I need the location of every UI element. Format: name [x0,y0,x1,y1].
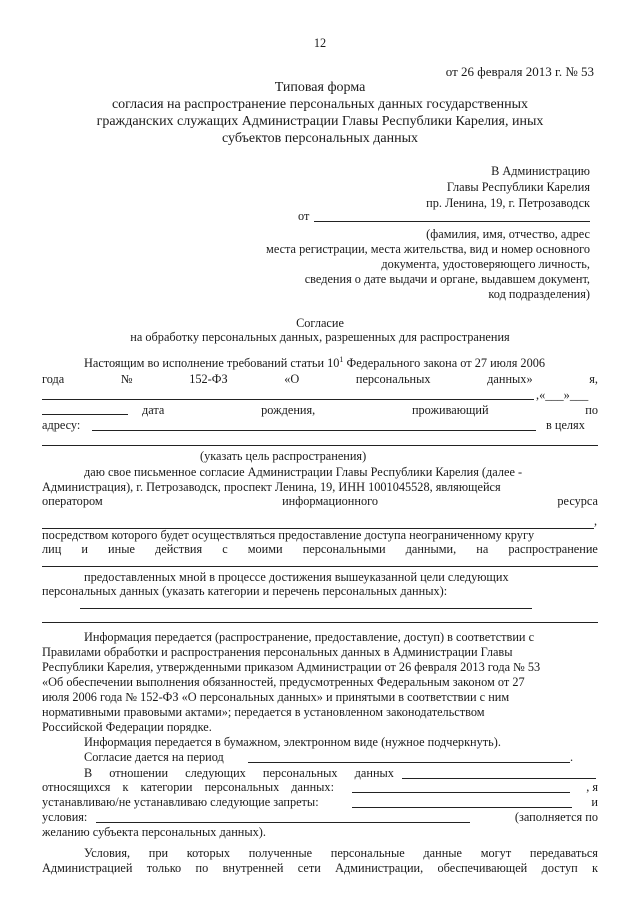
p6-line-3-tail: и [591,795,598,809]
address-label: адресу: [42,418,81,432]
birth-year-field[interactable] [42,414,128,415]
p5-period-label: Согласие дается на период [84,750,224,764]
category-field[interactable] [352,792,570,793]
from-hint-4: сведения о дате выдачи и органе, выдавшем документ, [304,272,590,286]
period-field[interactable] [248,762,570,763]
consent-subtitle: на обработку персональных данных, разрешенных для распространения [130,330,510,344]
p6-line-2: относящихся к категории персональных данных: [42,780,334,794]
p3-line-3: Республики Карелия, утвержденными приказом Администрации от 26 февраля 2013 года № 53 [42,660,541,674]
p2-line-3: оператором информационного ресурса [42,494,598,508]
address-field[interactable] [92,430,536,431]
birth-day-field[interactable]: ,«___»___ [536,388,589,402]
p1-line-1: Настоящим во исполнение требований статьи $10^1$ Федерального закона от 27 июля 2006 [84,354,546,370]
form-title-line-3: гражданских служащих Администрации Главы Республики Карелия, иных [96,114,544,129]
p6-line-2-tail: , я [586,780,598,794]
p2-line-2: Администрация), г. Петрозаводск, проспект Ленина, 19, ИНН 1001045528, являющейся [42,480,501,494]
distribution-field[interactable] [42,566,598,567]
data-list-field-1[interactable] [80,608,532,609]
from-hint-5: код подразделения) [488,287,590,301]
p7-line-1: Условия, при которых полученные персональные данные могут передаваться [84,846,598,860]
p2-line-5: посредством которого будет осуществляться предоставление доступа неограниченному кругу [42,528,535,542]
purpose-hint: (указать цель распространения) [200,449,367,463]
in-purpose-label: в целях [546,418,585,432]
p6-line-4-tail: (заполняется по [514,810,598,824]
p2-line-6: лиц и иные действия с моими персональными данными, на распространение [42,542,598,556]
p3-line-1: Информация передается (распространение, предоставление, доступ) в соответствии с [84,630,535,644]
p2-line-1: даю свое письменное согласие Администрации Главы Республики Карелия (далее - [84,465,523,479]
from-field[interactable] [314,221,590,222]
data-list-field-2[interactable] [42,622,598,623]
p3-line-7: Российской Федерации порядке. [42,720,212,734]
full-name-field[interactable] [42,399,534,400]
approval-reference: от 26 февраля 2013 г. № 53 [445,64,594,79]
from-hint-3: документа, удостоверяющего личность, [381,257,590,271]
p6-line-1: В отношении следующих персональных данных [84,766,394,780]
addressee-line-1: В Администрацию [491,164,590,178]
p7-line-2: Администрацией только по внутренней сети Администрации, обеспечивающей доступ к [42,861,598,875]
addressee-line-2: Главы Республики Карелия [446,180,590,194]
page-number: 12 [313,36,327,50]
from-label: от [298,209,310,223]
p6-line-5: желанию субъекта персональных данных). [42,825,266,839]
prohibitions-field[interactable] [352,807,572,808]
p3-line-4: «Об обеспечении выполнения обязанностей, предусмотренных Федеральным законом от 27 [42,675,525,689]
p2-line-9: персональных данных (указать категории и перечень персональных данных): [42,584,448,598]
resource-comma: , [594,514,598,528]
p3-line-5: июля 2006 года № 152-ФЗ «О персональных данных» и принятыми в соответствии с ним [42,690,510,704]
p2-line-8: предоставленных мной в процессе достижения вышеуказанной цели следующих [84,570,509,584]
addressee-line-3: пр. Ленина, 19, г. Петрозаводск [426,196,590,210]
p6-line-3: устанавливаю/не устанавливаю следующие запреты: [42,795,319,809]
form-title-line-2: согласия на распространение персональных данных государственных [111,97,529,112]
from-hint-2: места регистрации, места жительства, вид и номер основного [266,242,590,256]
p1-line-2: года № 152-ФЗ «О персональных данных» я, [42,372,598,386]
p1-line-4: дата рождения, проживающий по [142,403,598,417]
conditions-field[interactable] [96,822,470,823]
p4-format: Информация передается в бумажном, электронном виде (нужное подчеркнуть). [84,735,501,749]
p6-line-4: условия: [42,810,88,824]
period-dot: . [570,750,574,764]
form-title-line-4: субъектов персональных данных [222,131,418,146]
form-title: Типовая форма [274,80,366,95]
p3-line-2: Правилами обработки и распространения персональных данных в Администрации Главы [42,645,513,659]
from-hint-1: (фамилия, имя, отчество, адрес [426,227,590,241]
p3-line-6: нормативными правовыми актами»; передается в установленном законодательством [42,705,485,719]
consent-title: Согласие [296,316,344,330]
personal-data-field[interactable] [402,778,596,779]
purpose-field[interactable] [42,445,598,446]
